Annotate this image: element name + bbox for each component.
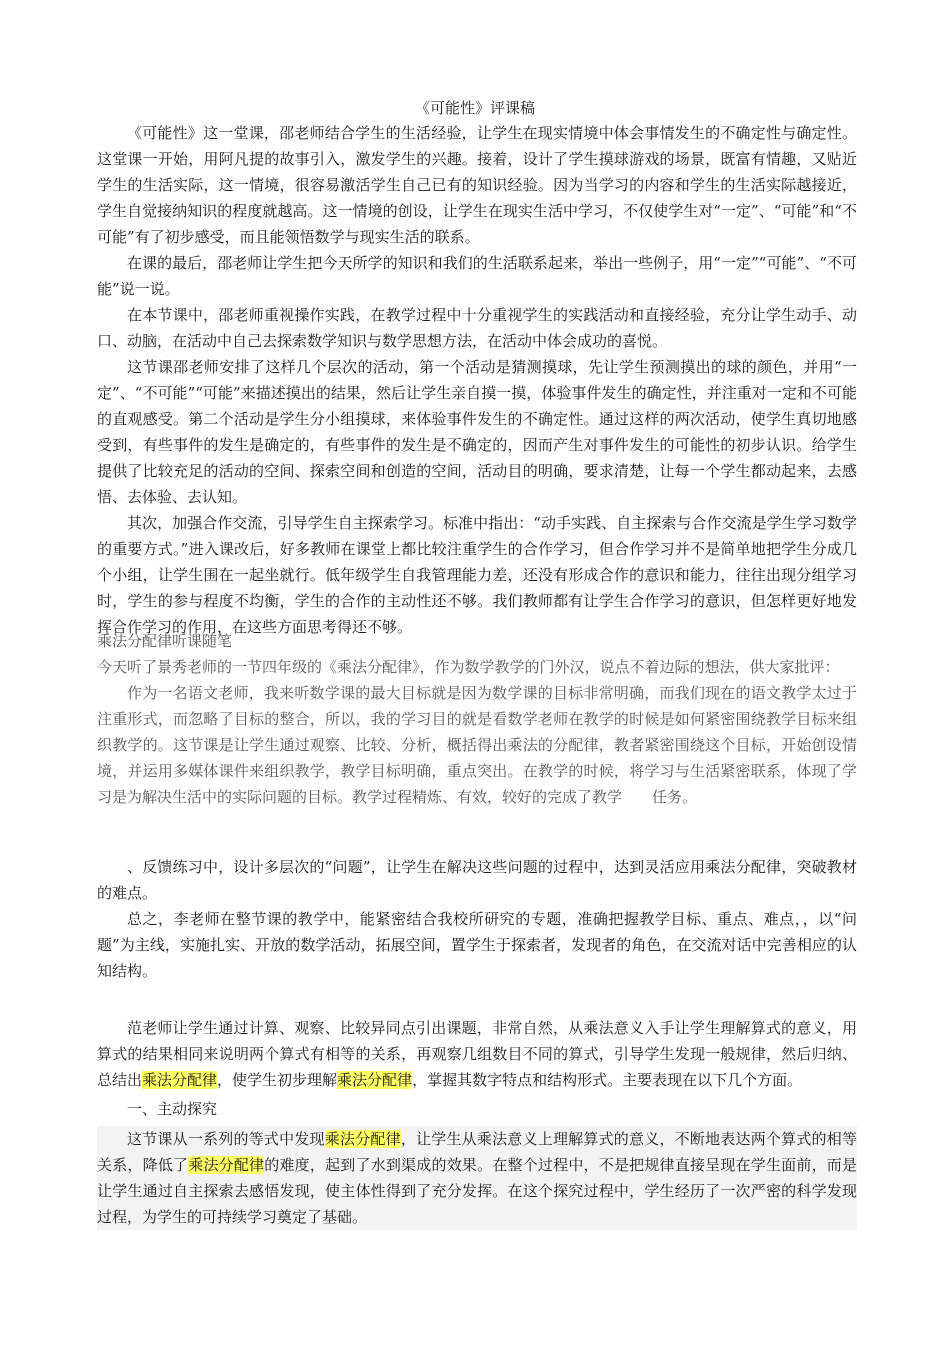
review-section-2	[97, 628, 857, 810]
paragraph: 其次，加强合作交流，引导学生自主探索学习。标准中指出：“动手实践、自主探索与合作交流是学生学习数学的重要方式。”进入课改后，好多教师在课堂上都比较注重学生的合作学习，但合作学习并不是简单地把学生分成几个小组，让学生围在一起坐就行。低年级学生自我管理能力差，还没有形成合作的意识和能力，往往出现分组学习时，学生的参与程度不均衡，学生的合作的主动性还不够。我们教师都有让学生合作学习的意识，但怎样更好地发挥合作学习的作用，在这些方面思考得还不够。	[97, 514, 857, 636]
text-run: 这节课从一系列的等式中发现	[127, 1130, 325, 1148]
text-run: 范老师让学生通过计算、观察、比较异同点引出课题，非常自然，从乘法意义入手让学生理解算式的意义，用算式的结果相同来说明两个算式有相等的关系，再观察几组数目不同的算式，引导学生发现一般规律，然后归纳、总结出	[97, 1019, 857, 1089]
paragraph: 、反馈练习中，设计多层次的“问题”，让学生在解决这些问题的过程中，达到灵活应用乘法分配律，突破教材的难点。	[97, 858, 857, 902]
text-run: ，让学生从乘法意义上理解算式的意义，不断地表达两个算式的相等关系，降低了	[97, 1130, 857, 1174]
section-heading: 乘法分配律听课随笔	[97, 632, 233, 650]
highlighted-term: 乘法分配律	[188, 1156, 265, 1174]
subheading: 一、主动探究	[127, 1100, 218, 1118]
text-run: 的难度，起到了水到渠成的效果。在整个过程中，不是把规律直接呈现在学生面前，而是让学生通过自主探索去感悟发现，使主体性得到了充分发挥。在这个探究过程中，学生经历了一次严密的科学发现过程，为学生的可持续学习奠定了基础。	[97, 1156, 857, 1226]
paragraph: 作为一名语文老师，我来听数学课的最大目标就是因为数学课的目标非常明确，而我们现在的语文教学太过于注重形式，而忽略了目标的整合，所以，我的学习目的就是看数学老师在教学的时候是如何紧密围绕教学目标来组织教学的。这节课是让学生通过观察、比较、分析，概括得出乘法的分配律，教者紧密围绕这个目标，开始创设情境，并运用多媒体课件来组织教学，教学目标明确，重点突出。在教学的时候，将学习与生活紧密联系，体现了学习是为解决生活中的实际问题的目标。教学过程精炼、有效，较好的完成了教学 任务。	[97, 684, 857, 806]
paragraph: 这节课邵老师安排了这样几个层次的活动，第一个活动是猜测摸球，先让学生预测摸出的球的颜色，并用“一定”、“不可能”“可能”来描述摸出的结果，然后让学生亲自摸一摸，体验事件发生的确定性，并注重对一定和不可能的直观感受。第二个活动是学生分小组摸球，来体验事件发生的不确定性。通过这样的两次活动，使学生真切地感受到，有些事件的发生是确定的，有些事件的发生是不确定的，因而产生对事件发生的可能性的初步认识。给学生提供了比较充足的活动的空间、探索空间和创造的空间，活动目的明确，要求清楚，让每一个学生都动起来，去感悟、去体验、去认知。	[97, 358, 857, 506]
text-run: ，使学生初步理解	[217, 1071, 338, 1089]
paragraph	[97, 1015, 857, 1093]
document-title: 《可能性》评课稿	[414, 99, 535, 117]
highlighted-term: 乘法分配律	[337, 1071, 413, 1089]
paragraph: 总之，李老师在整节课的教学中，能紧密结合我校所研究的专题，准确把握教学目标、重点、难点，，以“问题”为主线，实施扎实、开放的数学活动，拓展空间，置学生于探索者，发现者的角色，在交流对话中完善相应的认知结构。	[97, 910, 857, 980]
shaded-paragraph-block	[97, 1126, 857, 1230]
paragraph	[97, 1126, 857, 1230]
highlighted-term: 乘法分配律	[324, 1130, 401, 1148]
review-section-1	[97, 120, 857, 640]
paragraph: 今天听了景秀老师的一节四年级的《乘法分配律》，作为数学教学的门外汉，说点不着边际的想法，供大家批评：	[97, 658, 840, 676]
review-section-2b	[97, 854, 857, 984]
subheading-block	[97, 1096, 857, 1122]
paragraph: 在课的最后，邵老师让学生把今天所学的知识和我们的生活联系起来，举出一些例子，用“一定”“可能”、“不可能”说一说。	[97, 254, 857, 298]
paragraph: 《可能性》这一堂课，邵老师结合学生的生活经验，让学生在现实情境中体会事情发生的不确定性与确定性。这堂课一开始，用阿凡提的故事引入，激发学生的兴趣。接着，设计了学生摸球游戏的场景，既富有情趣，又贴近学生的生活实际，这一情境，很容易激活学生自己已有的知识经验。因为当学习的内容和学生的生活实际越接近，学生自觉接纳知识的程度就越高。这一情境的创设，让学生在现实生活中学习，不仅使学生对“一定”、“可能”和“不可能”有了初步感受，而且能领悟数学与现实生活的联系。	[97, 124, 857, 246]
paragraph: 在本节课中，邵老师重视操作实践，在教学过程中十分重视学生的实践活动和直接经验，充分让学生动手、动口、动脑，在活动中自己去探索数学知识与数学思想方法，在活动中体会成功的喜悦。	[97, 306, 857, 350]
review-section-3	[97, 1015, 857, 1093]
highlighted-term: 乘法分配律	[142, 1071, 218, 1089]
text-run: ，掌握其数字特点和结构形式。主要表现在以下几个方面。	[412, 1071, 803, 1089]
